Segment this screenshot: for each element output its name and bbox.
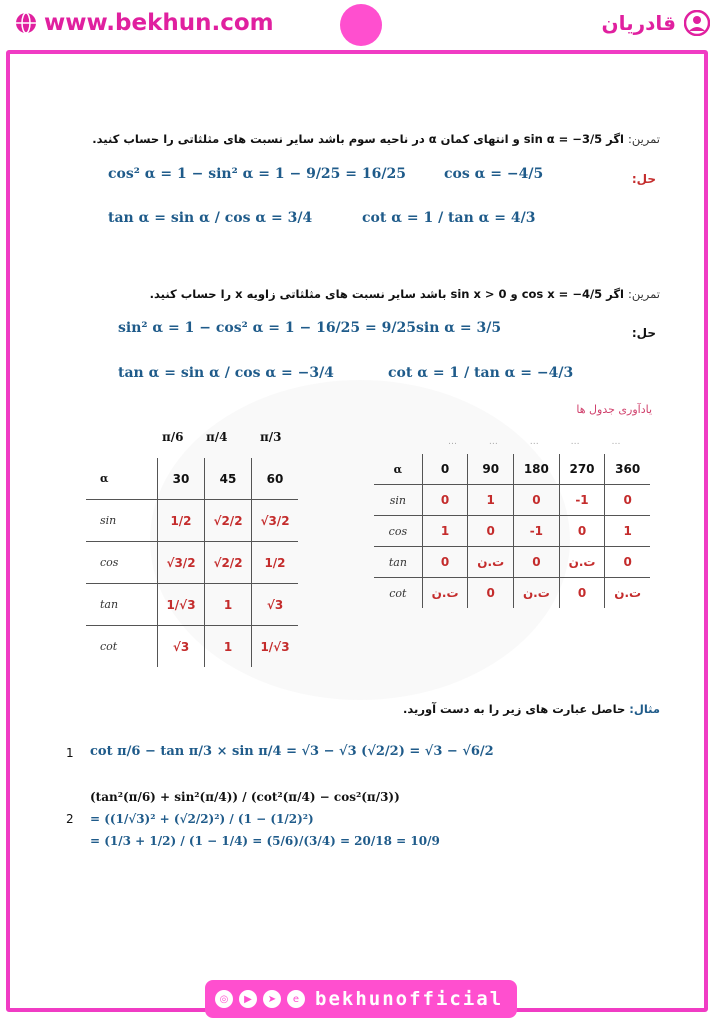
table-cell: √3 [158,626,205,668]
example-2-lhs: (tan²(π/6) + sin²(π/4)) / (cot²(π/4) − cos²(π/3)) [90,790,400,804]
table-row [86,500,298,542]
table-cell: 1/√3 [158,584,205,626]
table-row [374,516,650,547]
table-cell: 1/2 [252,542,299,584]
social-handle[interactable]: bekhunofficial [315,988,504,1010]
youtube-icon[interactable]: ▶ [239,990,257,1008]
eq-cos-squared: cos² α = 1 − sin² α = 1 − 9/25 = 16/25 [108,166,406,182]
table-cell: cos [374,516,422,547]
table-cell: α [86,458,158,500]
exercise-text: اگر sin α = −3/5 و انتهای کمان α در ناحیه سوم باشد سایر نسبت های مثلثاتی را حساب کنید. [92,132,624,146]
table-header-row [86,458,298,500]
table-cell: 0 [514,547,560,578]
solution-label: حل: [631,172,656,186]
eq-sin: sin α = 3/5 [416,320,502,336]
example-text: حاصل عبارت های زیر را به دست آورید. [403,702,626,716]
social-footer [205,980,517,1018]
exercise-1-statement [92,132,660,146]
table-cell: √3/2 [158,542,205,584]
example-label: مثال: [629,702,660,716]
trig-table-special-angles [86,458,298,667]
eitaa-icon[interactable]: e [287,990,305,1008]
author [602,10,710,36]
table-cell: cos [86,542,158,584]
table-cell: 1 [205,626,252,668]
item-number: 1 [66,746,74,760]
eq-tan: tan α = sin α / cos α = −3/4 [118,365,334,381]
exercise-label: تمرین: [627,287,660,301]
table-cell: √3/2 [252,500,299,542]
table-cell: √2/2 [205,500,252,542]
table-cell: ت.ن [514,578,560,609]
table-cell: -1 [559,485,605,516]
example-2-mid: = ((1/√3)² + (√2/2)²) / (1 − (1/2)²) [90,812,314,826]
exercise-label: تمرین: [627,132,660,146]
table-header-row [374,454,650,485]
site-url[interactable] [14,10,274,36]
table-cell: √2/2 [205,542,252,584]
site-text: www.bekhun.com [44,10,274,36]
table-cell: ت.ن [559,547,605,578]
dots: … … … … … [448,437,622,447]
table-cell: cot [389,586,407,600]
table-cell: 1 [422,516,468,547]
table-cell: tan [374,547,422,578]
pi-header: π/6 [162,430,184,444]
example-statement [403,702,660,716]
table-cell: sin [86,500,158,542]
table-cell: ت.ن [468,547,514,578]
table-cell: cot [100,640,118,653]
eq-cos: cos α = −4/5 [444,166,544,182]
table-cell: 0 [514,485,560,516]
top-bar [0,0,724,50]
telegram-icon[interactable]: ➤ [263,990,281,1008]
reminder-heading: یادآوری جدول ها [576,403,652,416]
table-row [86,584,298,626]
table-cell: 270 [559,454,605,485]
table-cell: 0 [422,454,468,485]
table-cell: 0 [605,547,650,578]
table-cell: 1/2 [158,500,205,542]
table-row [374,547,650,578]
table-cell: 30 [158,458,205,500]
solution-label: حل: [631,326,656,340]
instagram-icon[interactable]: ◎ [215,990,233,1008]
pi-header: π/3 [260,430,282,444]
eq-tan: tan α = sin α / cos α = 3/4 [108,210,313,226]
table-row [86,626,298,668]
eq-cot: cot α = 1 / tan α = −4/3 [388,365,574,381]
table-cell: 0 [468,578,514,609]
table-cell: 60 [252,458,299,500]
globe-icon [14,11,38,35]
table-cell: ت.ن [605,578,650,609]
author-name: قادریان [601,11,676,35]
table-row [374,578,650,609]
table-row [86,542,298,584]
table-cell: 0 [559,578,605,609]
pi-header: π/4 [206,430,228,444]
table-cell: 90 [468,454,514,485]
table-cell: -1 [514,516,560,547]
exercise-2-statement [150,287,660,301]
table-row [374,485,650,516]
brand-logo [340,4,382,46]
exercise-text: اگر cos x = −4/5 و sin x > 0 باشد سایر نسبت های مثلثاتی زاویه x را حساب کنید. [149,287,624,301]
table-cell: α [374,454,422,485]
eq-cot: cot α = 1 / tan α = 4/3 [362,210,536,226]
table-cell: 0 [468,516,514,547]
table-cell: 0 [422,547,468,578]
table-cell: 0 [559,516,605,547]
table-cell: 1 [605,516,650,547]
table-cell: sin [374,485,422,516]
table-cell: 180 [514,454,560,485]
table-cell: tan [86,584,158,626]
table-cell: 0 [605,485,650,516]
trig-table-quadrantal-angles [374,454,650,608]
table-cell: 360 [605,454,650,485]
item-number: 2 [66,812,74,826]
table-cell: 1 [468,485,514,516]
table-cell: ت.ن [422,578,468,609]
example-2-rhs: = (1/3 + 1/2) / (1 − 1/4) = (5/6)/(3/4) = 20/18 = 10/9 [90,834,440,848]
table-cell: √3 [252,584,299,626]
table-cell: 1/√3 [252,626,299,668]
eq-sin-squared: sin² α = 1 − cos² α = 1 − 16/25 = 9/25 [118,320,416,336]
table-cell: 45 [205,458,252,500]
example-1-expression: cot π/6 − tan π/3 × sin π/4 = √3 − √3 (√2/2) = √3 − √6/2 [90,744,494,759]
table-cell: 1 [205,584,252,626]
user-icon [684,10,710,36]
table-cell: 0 [422,485,468,516]
